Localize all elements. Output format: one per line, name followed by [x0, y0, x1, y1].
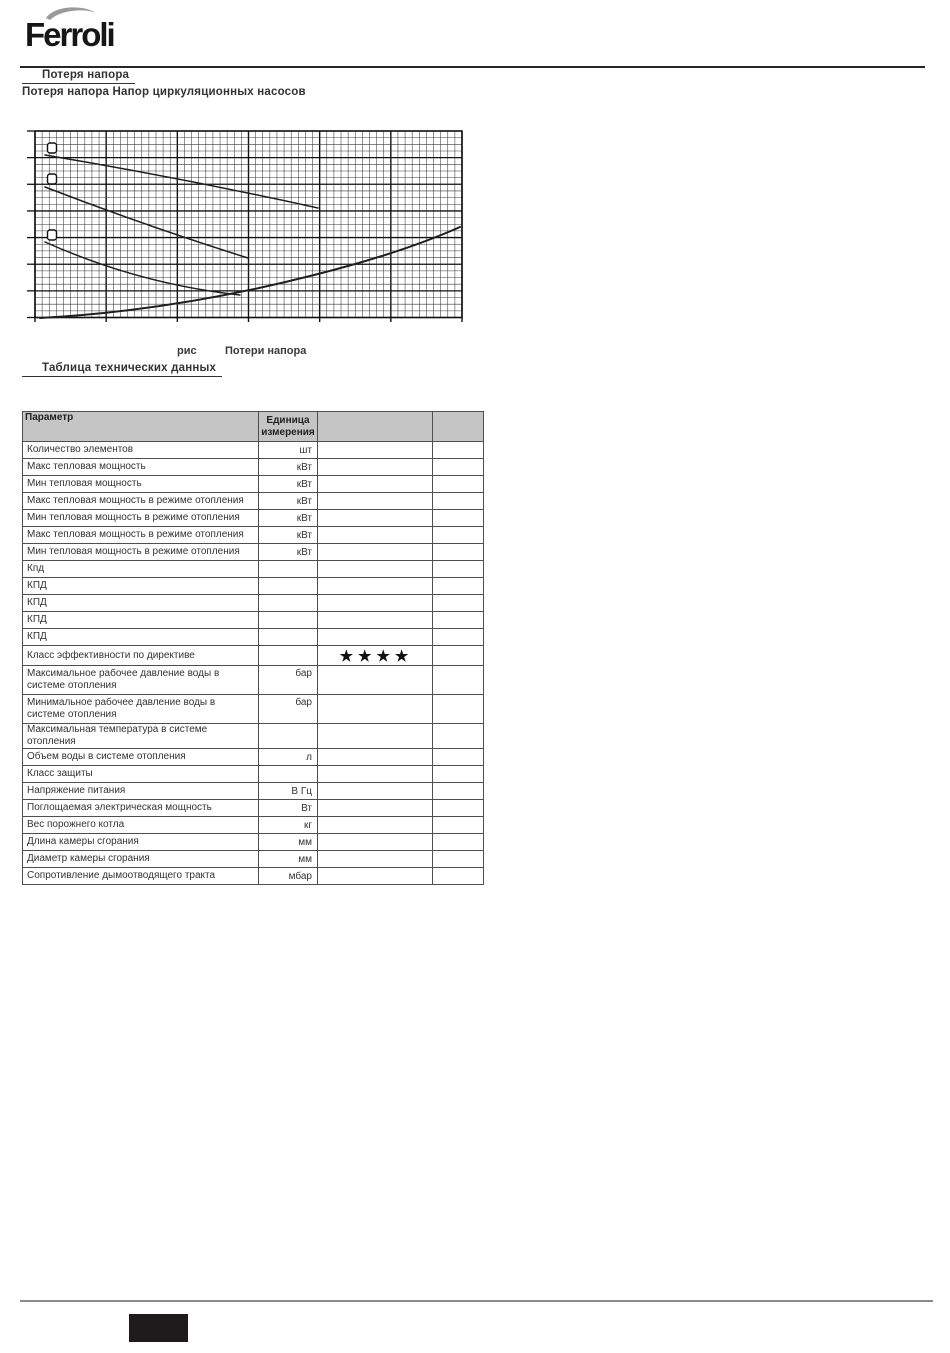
- extra-cell: [433, 578, 484, 595]
- value-cell: [318, 476, 433, 493]
- value-cell: [318, 834, 433, 851]
- table-row: [23, 442, 484, 459]
- parameter-cell: Макс тепловая мощность: [23, 459, 259, 476]
- extra-cell: [433, 666, 484, 695]
- unit-cell: [259, 629, 318, 646]
- header-parameter: Параметр: [23, 412, 259, 442]
- parameter-cell: Диаметр камеры сгорания: [23, 851, 259, 868]
- value-cell: [318, 783, 433, 800]
- table-row: [23, 817, 484, 834]
- unit-cell: мм: [259, 851, 318, 868]
- extra-cell: [433, 629, 484, 646]
- value-cell: [318, 749, 433, 766]
- parameter-cell: Количество элементов: [23, 442, 259, 459]
- parameter-cell: Макс тепловая мощность в режиме отопления: [23, 527, 259, 544]
- unit-cell: бар: [259, 666, 318, 695]
- parameter-cell: Мин тепловая мощность в режиме отопления: [23, 510, 259, 527]
- table-row: [23, 851, 484, 868]
- parameter-cell: Максимальное рабочее давление воды в системе отопления: [23, 666, 259, 695]
- unit-cell: [259, 595, 318, 612]
- extra-cell: [433, 868, 484, 885]
- header-rule: [20, 66, 925, 68]
- value-cell: [318, 724, 433, 749]
- table-row: [23, 629, 484, 646]
- table-row: [23, 527, 484, 544]
- table-row: [23, 695, 484, 724]
- parameter-cell: КПД: [23, 595, 259, 612]
- table-row: [23, 834, 484, 851]
- table-row: [23, 666, 484, 695]
- value-cell: [318, 442, 433, 459]
- parameter-cell: Макс тепловая мощность в режиме отопления: [23, 493, 259, 510]
- value-cell: [318, 595, 433, 612]
- table-row: [23, 766, 484, 783]
- extra-cell: [433, 493, 484, 510]
- value-cell: [318, 459, 433, 476]
- unit-cell: кВт: [259, 476, 318, 493]
- parameter-cell: КПД: [23, 578, 259, 595]
- table-row: [23, 578, 484, 595]
- value-cell: [318, 561, 433, 578]
- parameter-cell: Напряжение питания: [23, 783, 259, 800]
- parameter-cell: Сопротивление дымоотводящего тракта: [23, 868, 259, 885]
- section-title-tech-data: Таблица технических данных: [22, 362, 222, 377]
- value-cell: [318, 868, 433, 885]
- table-row: [23, 783, 484, 800]
- extra-cell: [433, 817, 484, 834]
- unit-cell: мм: [259, 834, 318, 851]
- unit-cell: кВт: [259, 493, 318, 510]
- value-cell: [318, 612, 433, 629]
- unit-cell: Вт: [259, 800, 318, 817]
- value-cell: [318, 666, 433, 695]
- header-unit: Единица измерения: [259, 412, 318, 442]
- unit-cell: [259, 766, 318, 783]
- table-header: [23, 412, 484, 442]
- parameter-cell: Объем воды в системе отопления: [23, 749, 259, 766]
- table-row: [23, 868, 484, 885]
- extra-cell: [433, 476, 484, 493]
- extra-cell: [433, 527, 484, 544]
- technical-data-table: [22, 411, 484, 885]
- table-row: [23, 646, 484, 666]
- extra-cell: [433, 749, 484, 766]
- value-cell: [318, 851, 433, 868]
- table-row: [23, 493, 484, 510]
- parameter-cell: КПД: [23, 612, 259, 629]
- value-cell: [318, 817, 433, 834]
- extra-cell: [433, 595, 484, 612]
- pressure-loss-chart: [24, 126, 468, 326]
- parameter-cell: Кпд: [23, 561, 259, 578]
- extra-cell: [433, 800, 484, 817]
- header-extra-column: [433, 412, 484, 442]
- value-cell: [318, 629, 433, 646]
- table-row: [23, 459, 484, 476]
- table-row: [23, 510, 484, 527]
- table-row: [23, 612, 484, 629]
- table-row: [23, 800, 484, 817]
- value-cell: [318, 527, 433, 544]
- parameter-cell: Класс защиты: [23, 766, 259, 783]
- unit-cell: [259, 724, 318, 749]
- unit-cell: мбар: [259, 868, 318, 885]
- value-cell: [318, 510, 433, 527]
- extra-cell: [433, 544, 484, 561]
- unit-cell: кВт: [259, 544, 318, 561]
- ferroli-logo: [24, 5, 134, 53]
- unit-cell: В Гц: [259, 783, 318, 800]
- extra-cell: [433, 510, 484, 527]
- unit-cell: [259, 578, 318, 595]
- parameter-cell: Максимальная температура в системе отопления: [23, 724, 259, 749]
- table-row: [23, 595, 484, 612]
- unit-cell: шт: [259, 442, 318, 459]
- section-subtitle-pump-head: Потеря напора Напор циркуляционных насосов: [22, 86, 306, 98]
- unit-cell: л: [259, 749, 318, 766]
- extra-cell: [433, 561, 484, 578]
- parameter-cell: КПД: [23, 629, 259, 646]
- extra-cell: [433, 459, 484, 476]
- table-row: [23, 749, 484, 766]
- figure-caption-prefix: рис: [177, 345, 197, 357]
- extra-cell: [433, 724, 484, 749]
- parameter-cell: Вес порожнего котла: [23, 817, 259, 834]
- extra-cell: [433, 783, 484, 800]
- extra-cell: [433, 442, 484, 459]
- extra-cell: [433, 646, 484, 666]
- unit-cell: кВт: [259, 510, 318, 527]
- parameter-cell: Минимальное рабочее давление воды в системе отопления: [23, 695, 259, 724]
- unit-cell: бар: [259, 695, 318, 724]
- unit-cell: [259, 646, 318, 666]
- logo-text: Ferroli: [25, 16, 114, 53]
- value-cell: [318, 544, 433, 561]
- value-cell: [318, 493, 433, 510]
- value-cell: [318, 578, 433, 595]
- value-cell: [318, 800, 433, 817]
- table-row: [23, 544, 484, 561]
- footer-page-block: [129, 1314, 188, 1342]
- extra-cell: [433, 612, 484, 629]
- figure-caption: Потери напора: [225, 345, 307, 357]
- table-body: [23, 442, 484, 885]
- value-cell: ★★★★: [318, 646, 433, 666]
- section-title-pressure-loss: Потеря напора: [22, 69, 135, 84]
- unit-cell: кВт: [259, 459, 318, 476]
- header-value-column: [318, 412, 433, 442]
- parameter-cell: Мин тепловая мощность: [23, 476, 259, 493]
- footer-rule: [20, 1300, 933, 1302]
- unit-cell: кВт: [259, 527, 318, 544]
- parameter-cell: Класс эффективности по директиве: [23, 646, 259, 666]
- unit-cell: [259, 561, 318, 578]
- extra-cell: [433, 766, 484, 783]
- table-row: [23, 476, 484, 493]
- extra-cell: [433, 851, 484, 868]
- parameter-cell: Мин тепловая мощность в режиме отопления: [23, 544, 259, 561]
- extra-cell: [433, 695, 484, 724]
- parameter-cell: Поглощаемая электрическая мощность: [23, 800, 259, 817]
- unit-cell: кг: [259, 817, 318, 834]
- unit-cell: [259, 612, 318, 629]
- table-row: [23, 561, 484, 578]
- extra-cell: [433, 834, 484, 851]
- parameter-cell: Длина камеры сгорания: [23, 834, 259, 851]
- value-cell: [318, 766, 433, 783]
- value-cell: [318, 695, 433, 724]
- table-row: [23, 724, 484, 749]
